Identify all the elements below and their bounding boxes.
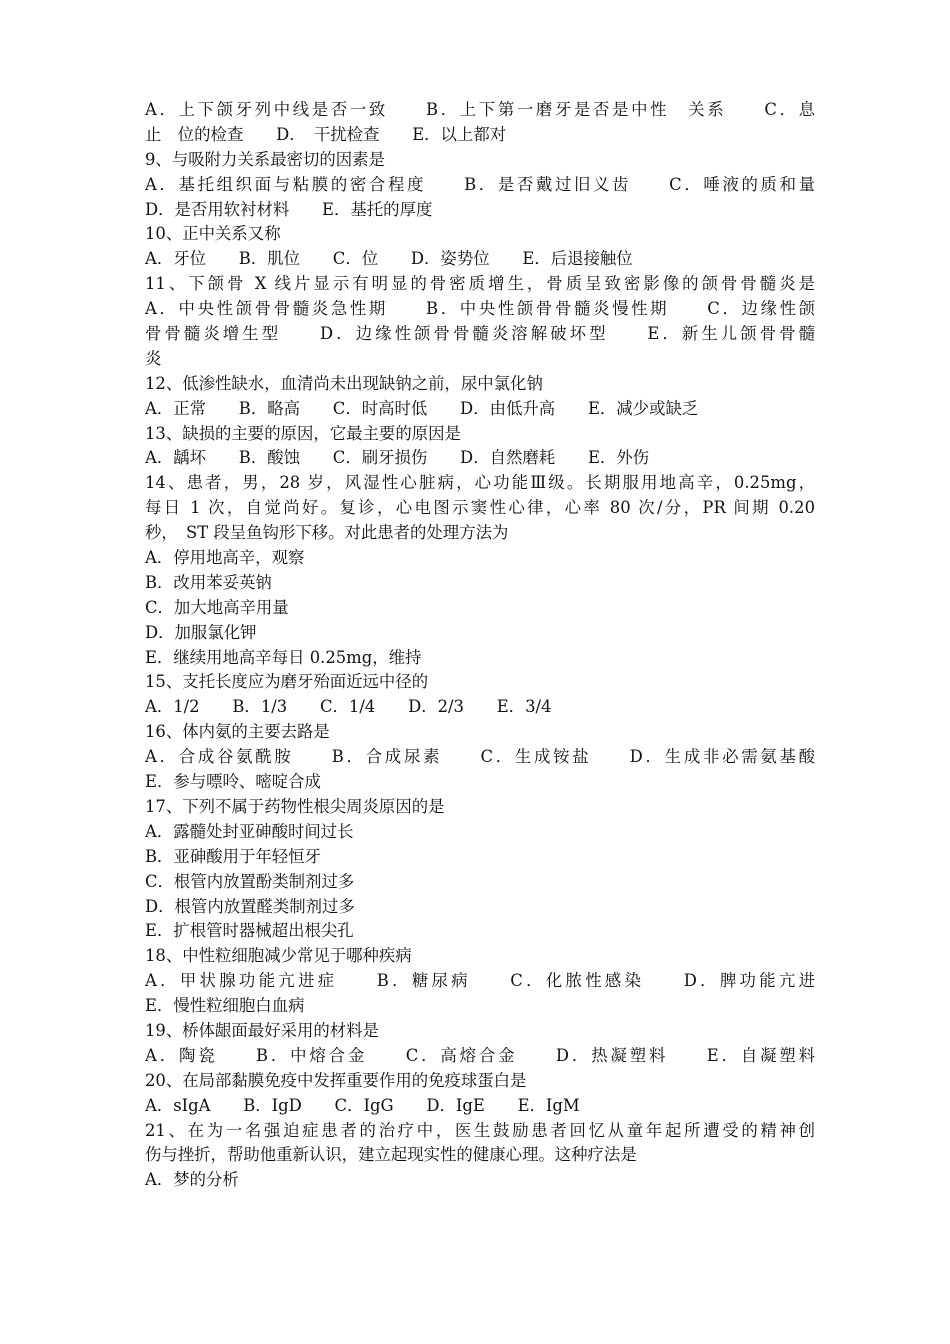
- text-line: D．根管内放置醛类制剂过多: [145, 896, 355, 916]
- text-line: E．慢性粒细胞白血病: [145, 996, 305, 1016]
- text-line: 15、支托长度应为磨牙殆面近远中径的: [145, 672, 429, 692]
- text-line: B．改用苯妥英钠: [145, 572, 272, 592]
- text-line: B．亚砷酸用于年轻恒牙: [145, 846, 321, 866]
- text-line: 12、低渗性缺水，血清尚未出现缺钠之前，尿中氯化钠: [145, 373, 543, 393]
- text-line: A．停用地高辛，观察: [145, 548, 305, 568]
- text-line: 17、下列不属于药物性根尖周炎原因的是: [145, 796, 445, 816]
- text-line: A．陶瓷 B．中熔合金 C．高熔合金 D．热凝塑料 E．自凝塑料: [145, 1045, 815, 1065]
- text-line: A．龋坏 B．酸蚀 C．刷牙损伤 D．自然磨耗 E．外伤: [145, 448, 650, 468]
- text-line: E．参与嘌呤、嘧啶合成: [145, 772, 321, 792]
- text-line: A．露髓处封亚砷酸时间过长: [145, 821, 354, 841]
- text-line: 骨骨髓炎增生型 D．边缘性颌骨骨髓炎溶解破坏型 E．新生儿颌骨骨髓: [145, 324, 815, 344]
- text-line: 16、体内氨的主要去路是: [145, 722, 330, 742]
- text-line: 每日 1 次，自觉尚好。复诊，心电图示窦性心律，心率 80 次/分，PR 间期 0.20: [145, 498, 815, 518]
- text-line: 20、在局部黏膜免疫中发挥重要作用的免疫球蛋白是: [145, 1070, 527, 1090]
- text-line: A．1/2 B．1/3 C．1/4 D．2/3 E．3/4: [145, 697, 552, 717]
- text-line: 19、桥体龈面最好采用的材料是: [145, 1020, 379, 1040]
- text-line: 秒， ST 段呈鱼钩形下移。对此患者的处理方法为: [145, 523, 509, 543]
- text-line: A．sIgA B．IgD C．IgG D．IgE E．IgM: [145, 1095, 580, 1115]
- document-page: [145, 98, 815, 1193]
- text-line: 13、缺损的主要的原因，它最主要的原因是: [145, 423, 461, 443]
- text-line: 炎: [145, 348, 162, 368]
- text-line: C．根管内放置酚类制剂过多: [145, 871, 355, 891]
- text-line: 11、下颌骨 X 线片显示有明显的骨密质增生，骨质呈致密影像的颌骨骨髓炎是: [145, 274, 815, 294]
- text-line: 9、与吸附力关系最密切的因素是: [145, 149, 385, 169]
- text-line: A．中央性颌骨骨髓炎急性期 B．中央性颌骨骨髓炎慢性期 C．边缘性颌: [145, 299, 815, 319]
- text-line: 伤与挫折，帮助他重新认识，建立起现实性的健康心理。这种疗法是: [145, 1145, 637, 1165]
- text-line: E．继续用地高辛每日 0.25mg，维持: [145, 647, 422, 667]
- text-line: C．加大地高辛用量: [145, 597, 289, 617]
- text-line: A．牙位 B．肌位 C．位 D．姿势位 E．后退接触位: [145, 249, 633, 269]
- text-line: 14、患者，男，28 岁，风湿性心脏病，心功能Ⅲ级。长期服用地高辛，0.25mg，: [145, 473, 815, 493]
- text-line: A．甲状腺功能亢进症 B．糖尿病 C．化脓性感染 D．脾功能亢进: [145, 971, 815, 991]
- text-line: D．加服氯化钾: [145, 622, 257, 642]
- text-line: 18、中性粒细胞减少常见于哪种疾病: [145, 946, 412, 966]
- text-line: E．扩根管时器械超出根尖孔: [145, 921, 354, 941]
- text-line: D．是否用软衬材料 E．基托的厚度: [145, 199, 433, 219]
- text-line: 10、正中关系又称: [145, 224, 281, 244]
- text-line: 止 位的检查 D． 干扰检查 E．以上都对: [145, 124, 507, 144]
- text-line: A．梦的分析: [145, 1170, 239, 1190]
- text-line: A．上下颌牙列中线是否一致 B．上下第一磨牙是否是中性 关系 C．息: [145, 100, 815, 119]
- text-line: A．正常 B．略高 C．时高时低 D．由低升高 E．减少或缺乏: [145, 398, 699, 418]
- text-line: A．基托组织面与粘膜的密合程度 B．是否戴过旧义齿 C．唾液的质和量: [145, 174, 815, 194]
- text-line: A．合成谷氨酰胺 B．合成尿素 C．生成铵盐 D．生成非必需氨基酸: [145, 747, 815, 767]
- text-line: 21、在为一名强迫症患者的治疗中，医生鼓励患者回忆从童年起所遭受的精神创: [145, 1120, 815, 1140]
